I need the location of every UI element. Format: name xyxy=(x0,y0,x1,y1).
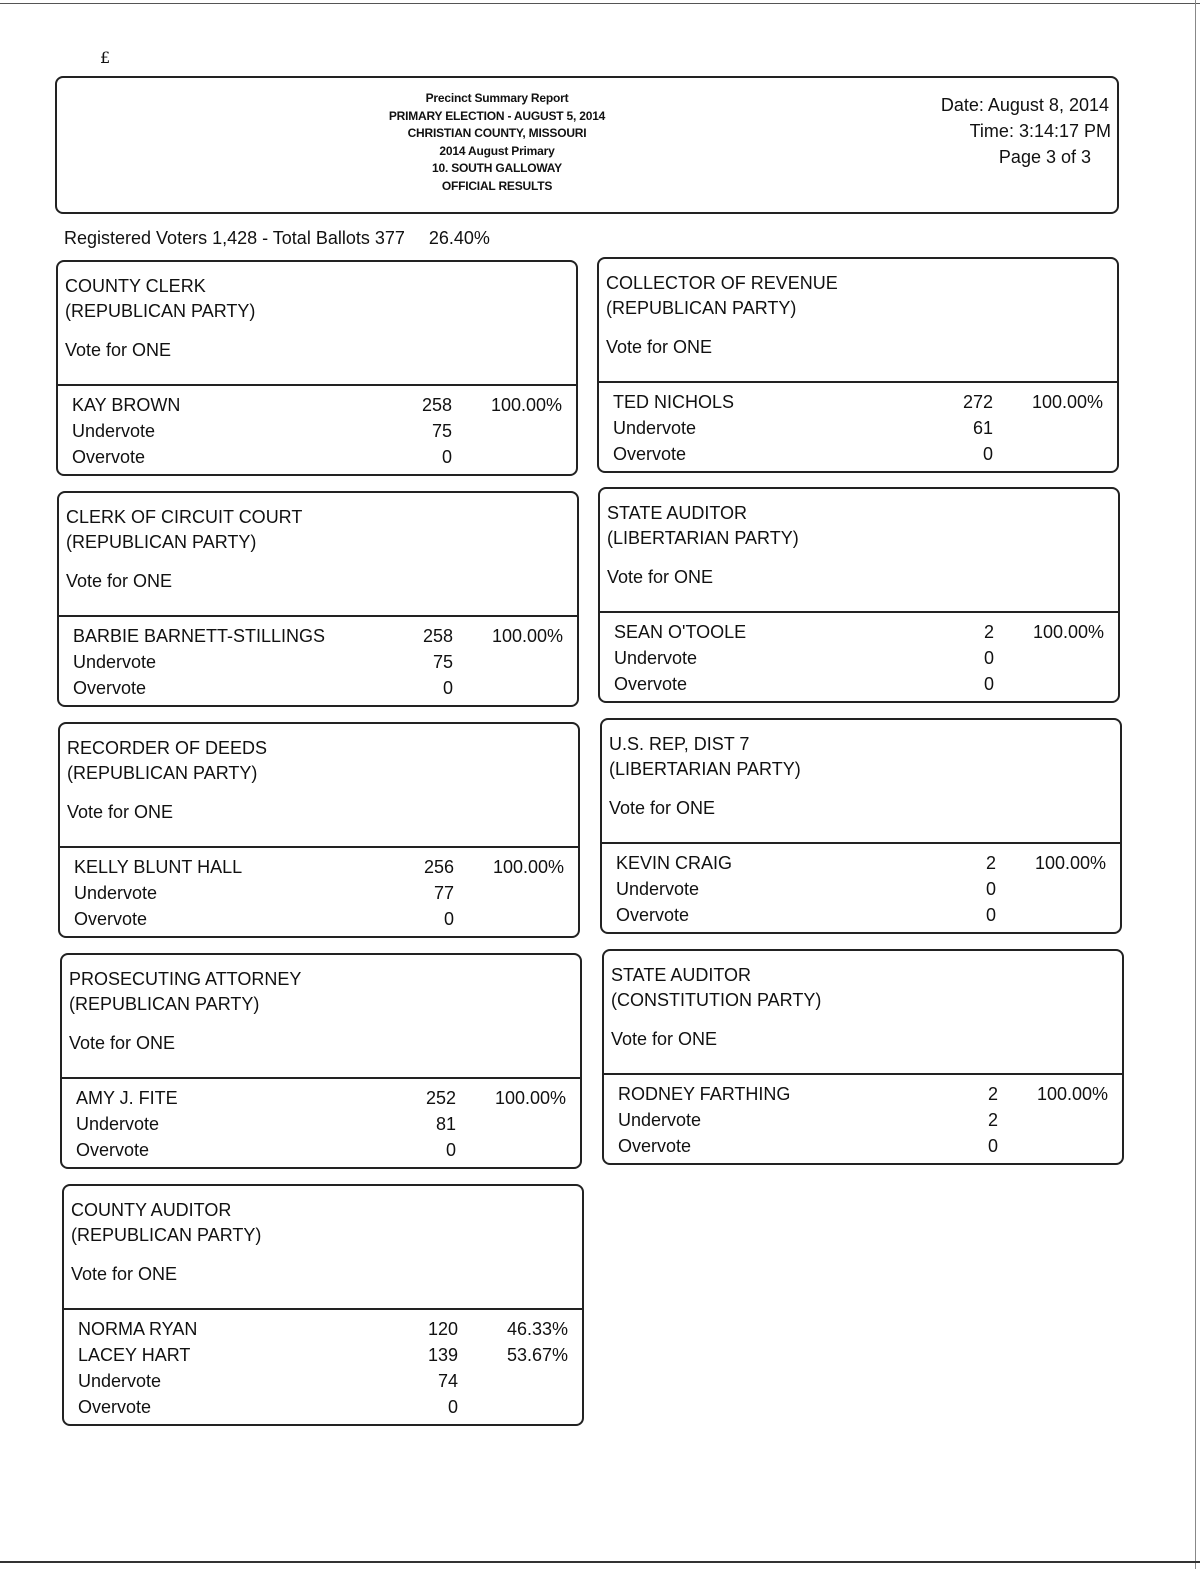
candidate-name: Undervote xyxy=(76,1114,160,1134)
race-title: CLERK OF CIRCUIT COURT xyxy=(66,507,303,527)
vote-percent: 100.00% xyxy=(490,395,562,415)
race-box xyxy=(56,260,578,476)
candidate-name: Undervote xyxy=(616,879,700,899)
race-title: STATE AUDITOR xyxy=(607,503,748,523)
result-row xyxy=(64,1394,582,1420)
result-row xyxy=(58,418,576,444)
report-title: Precinct Summary Report xyxy=(425,91,569,105)
vote-count: 272 xyxy=(962,392,993,412)
vote-count: 0 xyxy=(983,648,994,668)
vote-percent: 100.00% xyxy=(491,626,563,646)
result-row xyxy=(58,444,576,470)
candidate-name: Overvote xyxy=(614,674,688,694)
candidate-name: Overvote xyxy=(74,909,148,929)
result-row xyxy=(58,392,576,418)
report-date: Date: August 8, 2014 xyxy=(940,95,1109,115)
race-party: (REPUBLICAN PARTY) xyxy=(67,763,258,783)
report-header xyxy=(55,76,1119,214)
race-vote-for: Vote for ONE xyxy=(65,340,172,360)
race-title: COUNTY CLERK xyxy=(65,276,206,296)
vote-count: 258 xyxy=(422,626,453,646)
result-row xyxy=(64,1368,582,1394)
race-title: STATE AUDITOR xyxy=(611,965,752,985)
race-vote-for: Vote for ONE xyxy=(69,1033,176,1053)
election-label: 2014 August Primary xyxy=(439,143,555,158)
result-row xyxy=(599,389,1117,415)
race-results xyxy=(602,844,1120,932)
result-row xyxy=(604,1107,1122,1133)
race-results xyxy=(62,1079,580,1167)
race-vote-for: Vote for ONE xyxy=(71,1264,178,1284)
candidate-name: TED NICHOLS xyxy=(613,392,735,412)
race-box xyxy=(62,1184,584,1426)
race-header xyxy=(600,489,1118,613)
candidate-name: Undervote xyxy=(78,1371,162,1391)
race-title: COUNTY AUDITOR xyxy=(71,1200,232,1220)
page-edge-bottom xyxy=(0,1561,1200,1563)
result-row xyxy=(602,850,1120,876)
candidate-name: AMY J. FITE xyxy=(76,1088,178,1108)
candidate-name: Overvote xyxy=(616,905,690,925)
race-vote-for: Vote for ONE xyxy=(609,798,716,818)
turnout-percent: 26.40% xyxy=(428,228,490,248)
result-row xyxy=(59,649,577,675)
race-party: (CONSTITUTION PARTY) xyxy=(611,990,822,1010)
race-title: PROSECUTING ATTORNEY xyxy=(69,969,302,989)
report-meta xyxy=(941,92,1109,170)
vote-count: 77 xyxy=(433,883,454,903)
race-title: COLLECTOR OF REVENUE xyxy=(606,273,838,293)
page-edge-top xyxy=(0,3,1200,4)
vote-percent: 100.00% xyxy=(494,1088,566,1108)
candidate-name: Undervote xyxy=(613,418,697,438)
vote-count: 120 xyxy=(427,1319,458,1339)
result-row xyxy=(599,441,1117,467)
race-results xyxy=(599,383,1117,471)
result-row xyxy=(602,876,1120,902)
candidate-name: Undervote xyxy=(618,1110,702,1130)
vote-count: 61 xyxy=(972,418,993,438)
candidate-name: Overvote xyxy=(613,444,687,464)
race-vote-for: Vote for ONE xyxy=(606,337,713,357)
vote-count: 139 xyxy=(427,1345,458,1365)
vote-count: 0 xyxy=(441,447,452,467)
vote-count: 74 xyxy=(437,1371,458,1391)
vote-count: 2 xyxy=(983,622,994,642)
race-box xyxy=(600,718,1122,934)
candidate-name: Undervote xyxy=(72,421,156,441)
vote-count: 0 xyxy=(445,1140,456,1160)
candidate-name: BARBIE BARNETT-STILLINGS xyxy=(73,626,326,646)
page-edge-right xyxy=(1195,0,1196,1569)
race-party: (LIBERTARIAN PARTY) xyxy=(607,528,799,548)
race-box xyxy=(57,491,579,707)
race-header xyxy=(64,1186,582,1310)
race-vote-for: Vote for ONE xyxy=(611,1029,718,1049)
vote-percent: 53.67% xyxy=(506,1345,568,1365)
result-row xyxy=(600,671,1118,697)
vote-count: 0 xyxy=(985,879,996,899)
vote-percent: 100.00% xyxy=(1031,392,1103,412)
race-header xyxy=(62,955,580,1079)
corner-mark: £ xyxy=(100,48,111,67)
result-row xyxy=(60,880,578,906)
vote-count: 0 xyxy=(987,1136,998,1156)
race-box xyxy=(60,953,582,1169)
race-title: U.S. REP, DIST 7 xyxy=(609,734,750,754)
vote-percent: 46.33% xyxy=(506,1319,568,1339)
vote-count: 252 xyxy=(425,1088,456,1108)
vote-count: 0 xyxy=(443,909,454,929)
vote-count: 258 xyxy=(421,395,452,415)
election-name: PRIMARY ELECTION - AUGUST 5, 2014 xyxy=(388,108,606,123)
precinct-name: 10. SOUTH GALLOWAY xyxy=(432,161,562,175)
race-header xyxy=(599,259,1117,383)
result-row xyxy=(59,675,577,701)
race-results xyxy=(64,1310,582,1424)
results-status: OFFICIAL RESULTS xyxy=(441,178,553,193)
race-vote-for: Vote for ONE xyxy=(607,567,714,587)
vote-count: 256 xyxy=(423,857,454,877)
race-results xyxy=(600,613,1118,701)
candidate-name: SEAN O'TOOLE xyxy=(614,622,747,642)
race-party: (REPUBLICAN PARTY) xyxy=(69,994,260,1014)
candidate-name: Overvote xyxy=(78,1397,152,1417)
candidate-name: Overvote xyxy=(72,447,146,467)
vote-count: 75 xyxy=(431,421,452,441)
race-results xyxy=(60,848,578,936)
candidate-name: Undervote xyxy=(73,652,157,672)
race-title: RECORDER OF DEEDS xyxy=(67,738,268,758)
county-name: CHRISTIAN COUNTY, MISSOURI xyxy=(407,126,587,140)
result-row xyxy=(604,1081,1122,1107)
race-results xyxy=(58,386,576,474)
vote-count: 0 xyxy=(447,1397,458,1417)
race-box xyxy=(597,257,1119,473)
registered-voters-text: Registered Voters 1,428 - Total Ballots 377 xyxy=(64,228,405,248)
result-row xyxy=(604,1133,1122,1159)
race-box xyxy=(602,949,1124,1165)
result-row xyxy=(62,1111,580,1137)
race-header xyxy=(60,724,578,848)
race-vote-for: Vote for ONE xyxy=(66,571,173,591)
result-row xyxy=(59,623,577,649)
race-box xyxy=(58,722,580,938)
candidate-name: NORMA RYAN xyxy=(78,1319,198,1339)
vote-count: 75 xyxy=(432,652,453,672)
vote-count: 0 xyxy=(442,678,453,698)
candidate-name: KEVIN CRAIG xyxy=(616,853,733,873)
result-row xyxy=(62,1085,580,1111)
page-number: Page 3 of 3 xyxy=(998,147,1091,167)
candidate-name: LACEY HART xyxy=(78,1345,191,1365)
vote-count: 2 xyxy=(987,1084,998,1104)
vote-percent: 100.00% xyxy=(1036,1084,1108,1104)
candidate-name: Undervote xyxy=(74,883,158,903)
result-row xyxy=(599,415,1117,441)
result-row xyxy=(600,645,1118,671)
result-row xyxy=(600,619,1118,645)
race-party: (REPUBLICAN PARTY) xyxy=(65,301,256,321)
vote-count: 2 xyxy=(985,853,996,873)
vote-percent: 100.00% xyxy=(492,857,564,877)
race-header xyxy=(604,951,1122,1075)
vote-count: 0 xyxy=(982,444,993,464)
race-party: (REPUBLICAN PARTY) xyxy=(606,298,797,318)
race-header xyxy=(59,493,577,617)
candidate-name: RODNEY FARTHING xyxy=(618,1084,791,1104)
race-header xyxy=(58,262,576,386)
result-row xyxy=(64,1342,582,1368)
candidate-name: Overvote xyxy=(618,1136,692,1156)
vote-percent: 100.00% xyxy=(1032,622,1104,642)
turnout-summary xyxy=(64,228,490,249)
race-party: (LIBERTARIAN PARTY) xyxy=(609,759,801,779)
race-vote-for: Vote for ONE xyxy=(67,802,174,822)
result-row xyxy=(60,906,578,932)
candidate-name: Overvote xyxy=(76,1140,150,1160)
candidate-name: Overvote xyxy=(73,678,147,698)
race-party: (REPUBLICAN PARTY) xyxy=(66,532,257,552)
result-row xyxy=(64,1316,582,1342)
race-results xyxy=(604,1075,1122,1163)
race-results xyxy=(59,617,577,705)
report-time: Time: 3:14:17 PM xyxy=(969,121,1111,141)
candidate-name: KELLY BLUNT HALL xyxy=(74,857,243,877)
vote-count: 81 xyxy=(435,1114,456,1134)
candidate-name: KAY BROWN xyxy=(72,395,181,415)
vote-count: 2 xyxy=(987,1110,998,1130)
report-title-block xyxy=(347,90,647,195)
vote-count: 0 xyxy=(983,674,994,694)
vote-count: 0 xyxy=(985,905,996,925)
candidate-name: Undervote xyxy=(614,648,698,668)
race-box xyxy=(598,487,1120,703)
result-row xyxy=(62,1137,580,1163)
vote-percent: 100.00% xyxy=(1034,853,1106,873)
race-party: (REPUBLICAN PARTY) xyxy=(71,1225,262,1245)
result-row xyxy=(60,854,578,880)
race-header xyxy=(602,720,1120,844)
result-row xyxy=(602,902,1120,928)
